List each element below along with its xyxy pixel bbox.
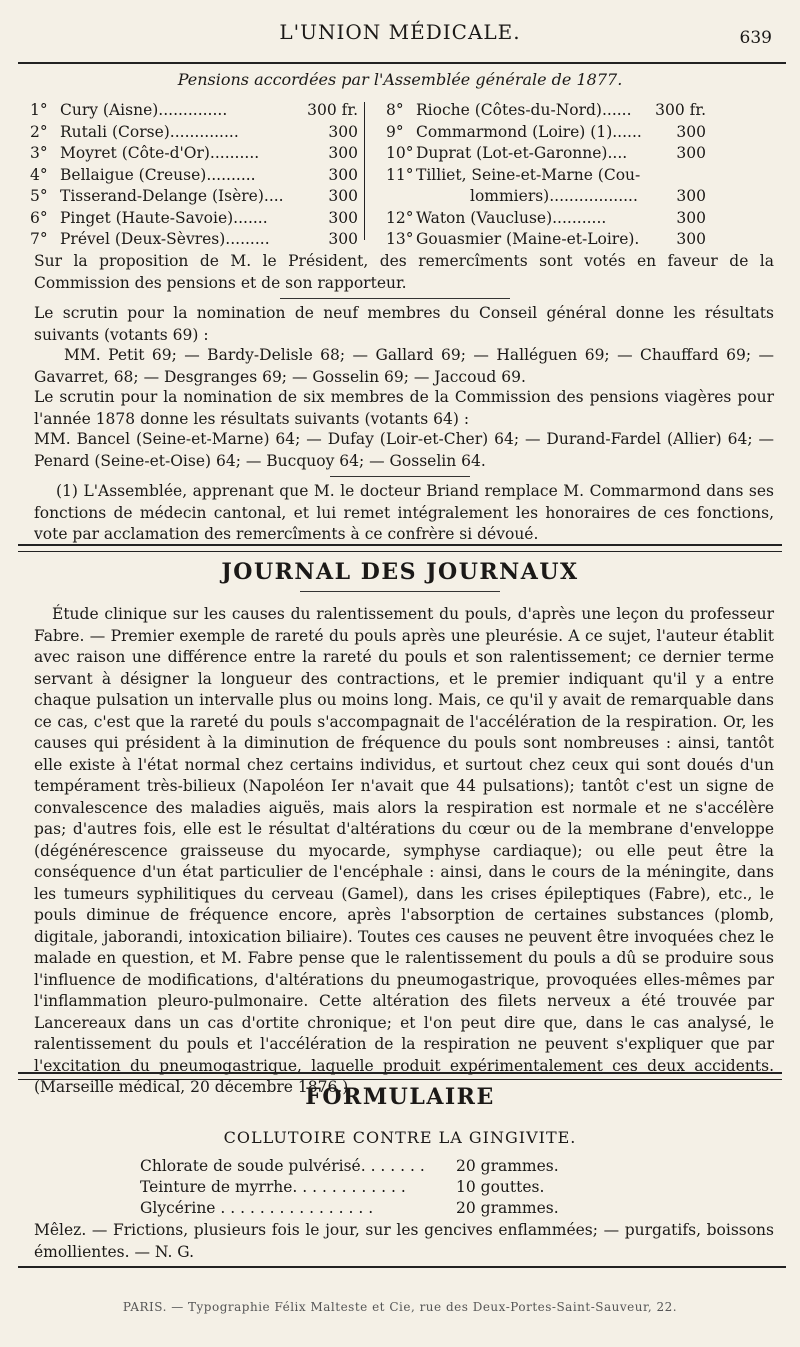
section-rule bbox=[18, 544, 782, 552]
separator-rule bbox=[280, 298, 510, 299]
pension-row: 11° Tilliet, Seine-et-Marne (Cou- bbox=[386, 165, 641, 184]
scrutin-council-paragraph: Le scrutin pour la nomination de neuf membres du Conseil général donne les résultats suivants (votants 69) : bbox=[34, 304, 774, 344]
recipe-instructions: Mêlez. — Frictions, plusieurs fois le jour, sur les gencives enflammées; — purgatifs, boissons émollientes. — N. G. bbox=[34, 1221, 774, 1261]
proposition-paragraph: Sur la proposition de M. le Président, des remercîments sont votés en faveur de la Commission des pensions et de son rapporteur. bbox=[34, 252, 774, 292]
formulaire-heading: FORMULAIRE bbox=[305, 1084, 495, 1110]
pension-row: 9° Commarmond (Loire) (1)...... 300 bbox=[386, 122, 706, 141]
journal-heading: JOURNAL DES JOURNAUX bbox=[221, 559, 579, 585]
footer-rule bbox=[18, 1266, 786, 1268]
pension-row: 6° Pinget (Haute-Savoie)....... 300 bbox=[30, 208, 358, 227]
pension-row: 1° Cury (Aisne).............. 300 fr. bbox=[30, 101, 358, 119]
ingredient-row: Chlorate de soude pulvérisé. . . . . . . 20 grammes. bbox=[140, 1157, 559, 1175]
pension-row: 10° Duprat (Lot-et-Garonne).... 300 bbox=[386, 144, 706, 162]
recipe-title: COLLUTOIRE CONTRE LA GINGIVITE. bbox=[223, 1128, 577, 1147]
page-number: 639 bbox=[739, 28, 772, 48]
pensions-title: Pensions accordées par l'Assemblée générale de 1877. bbox=[177, 70, 623, 89]
pension-row: 4° Bellaigue (Creuse).......... 300 bbox=[30, 165, 358, 184]
pension-row: 8° Rioche (Côtes-du-Nord)...... 300 fr. bbox=[386, 101, 706, 119]
pensions-list-right bbox=[386, 100, 706, 251]
footnote: (1) L'Assemblée, apprenant que M. le docteur Briand remplace M. Commarmond dans ses fonctions de médecin cantonal, et lui remet intégralement les honoraires de ces fonctions, vote par acclamation des remercîments à ce confrère si dévoué. bbox=[34, 482, 774, 543]
separator-rule bbox=[300, 591, 500, 592]
pension-row: 2° Rutali (Corse).............. 300 bbox=[30, 122, 358, 141]
pensions-list-left bbox=[30, 100, 358, 251]
printer-imprint: PARIS. — Typographie Félix Malteste et Cie, rue des Deux-Portes-Saint-Sauveur, 22. bbox=[122, 1300, 678, 1314]
separator-rule bbox=[330, 476, 470, 477]
pension-row: 7° Prével (Deux-Sèvres)......... 300 bbox=[30, 230, 358, 248]
header-rule bbox=[18, 62, 786, 64]
recipe-ingredients bbox=[140, 1156, 560, 1219]
running-title: L'UNION MÉDICALE. bbox=[279, 20, 521, 44]
page-header bbox=[18, 20, 782, 56]
pension-row: 3° Moyret (Côte-d'Or).......... 300 bbox=[30, 144, 358, 162]
section-rule bbox=[18, 1072, 782, 1080]
pension-row: lommiers).................. 300 bbox=[470, 187, 706, 205]
ingredient-row: Teinture de myrrhe. . . . . . . . . . . . 10 gouttes. bbox=[140, 1178, 545, 1196]
pension-row: 12° Waton (Vaucluse)........... 300 bbox=[386, 208, 706, 227]
pension-row: 13° Gouasmier (Maine-et-Loire). 300 bbox=[386, 230, 706, 248]
journal-article: Étude clinique sur les causes du ralentissement du pouls, d'après une leçon du professeur Fabre. — Premier exemple de rareté du pouls après une pleurésie. A ce sujet, l'auteur établit avec raison une différence entre la rareté du pouls et son ralentissement; ce dernier terme servant à désigner la longueur des contractions, et le premier indiquant qu'il y a entre chaque pulsation un intervalle plus ou moins long. Mais, ce qu'il y avait de remarquable dans ce cas, c'est que la rareté du pouls s'accompagnait de l'accélération de la respiration. Or, les causes qui président à la diminution de fréquence du pouls sont nombreuses : ainsi, tantôt elle existe à l'état normal chez certains individus, et surtout chez ceux qui sont doués d'un tempérament très-bilieux (Napoléon Ier n'avait que 44 pulsations); tantôt c'est un signe de convalescence des maladies aiguës, mais alors la respiration est normale et ne s'accélère pas; d'autres fois, elle est le résultat d'altérations du cœur ou de la membrane d'enveloppe (dégénérescence graisseuse du myocarde, symphyse cardiaque); ou elle peut être la conséquence d'un état particulier de l'encéphale : ainsi, dans le cours de la méningite, dans les tumeurs syphilitiques du cerveau (Gamel), dans les crises épileptiques (Fabre), etc., le pouls diminue de fréquence encore, après l'absorption de certaines substances (plomb, digitale, jaborandi, intoxication biliaire). Toutes ces causes ne peuvent être invoquées chez le malade en question, et M. Fabre pense que le ralentissement du pouls a dû se produire sous l'influence de modifications, d'altérations du pneumogastrique, provoquées elles-mêmes par l'inflammation pleuro-pulmonaire. Cette altération des filets nerveux a été trouvée par Lancereaux dans un cas d'ortite chronique; et l'on peut dire que, dans le cas analysé, le ralentissement du pouls et l'accélération de la respiration ne peuvent s'expliquer que par l'excitation du pneumogastrique, laquelle produit expérimentalement ces deux accidents. (Marseille médical, 20 décembre 1876.) bbox=[34, 605, 774, 1096]
ingredient-row: Glycérine . . . . . . . . . . . . . . . . 20 grammes. bbox=[140, 1199, 559, 1217]
scrutin-commission-paragraph: Le scrutin pour la nomination de six membres de la Commission des pensions viagères pour l'année 1878 donne les résultats suivants (votants 64) : bbox=[34, 388, 774, 428]
column-separator bbox=[364, 102, 365, 240]
scrutin-council-results: MM. Petit 69; — Bardy-Delisle 68; — Gallard 69; — Halléguen 69; — Chauffard 69; — Gavarret, 68; — Desgranges 69; — Gosselin 69; — Jaccoud 69. bbox=[34, 346, 774, 386]
pension-row: 5° Tisserand-Delange (Isère).... 300 bbox=[30, 187, 358, 205]
scrutin-commission-results: MM. Bancel (Seine-et-Marne) 64; — Dufay (Loir-et-Cher) 64; — Durand-Fardel (Allier) 64; — Penard (Seine-et-Oise) 64; — Bucquoy 64; — Gosselin 64. bbox=[34, 430, 774, 470]
